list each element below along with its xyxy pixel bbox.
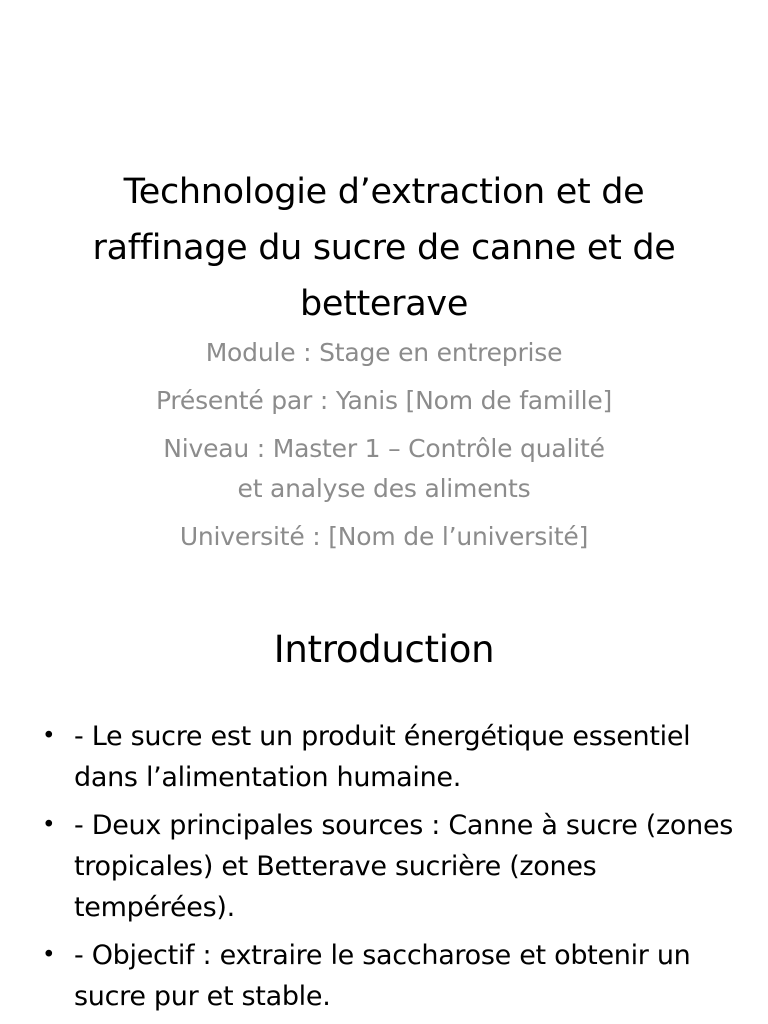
intro-title: Introduction [273,628,495,671]
slide-title-line: raffinage du sucre de canne et de [92,228,676,268]
bullet-item [36,805,736,928]
slide-subtitle [60,333,708,557]
bullet-list [36,716,736,1024]
bullet-icon: • [42,942,56,968]
subtitle-module: Module : Stage en entreprise [205,338,563,367]
intro-slide [0,576,768,1024]
subtitle-presenter: Présenté par : Yanis [Nom de famille] [155,386,613,415]
bullet-icon: • [42,723,56,749]
bullet-text: - Le sucre est un produit énergétique essentiel dans l’alimentation humaine. [74,721,691,793]
bullet-item [36,935,736,1017]
bullet-icon: • [42,812,56,838]
slide-title-line: Technologie d’extraction et de [123,172,645,212]
subtitle-level: Niveau : Master 1 – Contrôle qualité [163,434,605,463]
bullet-item [36,716,736,798]
slide-title [40,164,728,332]
bullet-text: - Objectif : extraire le saccharose et obtenir un sucre pur et stable. [74,940,691,1012]
slide-title-line: betterave [299,284,469,324]
subtitle-university: Université : [Nom de l’université] [179,522,589,551]
bullet-text: - Deux principales sources : Canne à sucre (zones tropicales) et Betterave sucrière (zones tempérées). [74,810,734,923]
subtitle-level-cont: et analyse des aliments [237,474,531,503]
